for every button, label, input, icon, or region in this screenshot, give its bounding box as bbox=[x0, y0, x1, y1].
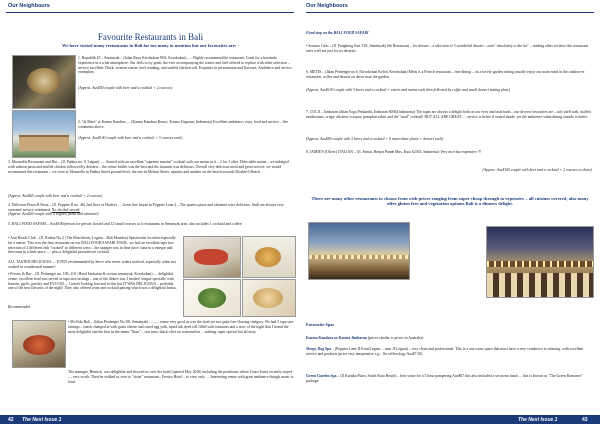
item-5c: • MoVida Bali – (Jalan Petitenget No 5B, Seminyak) .......... venue very good as was the food yet not quite free-flowing category. We had 3 tapa size tastings – snack changed at with goats cheese and cured egg yolk, squid ink dyed roll filled with tomatoes and a stew of the night that I found the most delightful and the best in the menu "Atun" – raw tuna, black olive on watermelon ... nothing super special but all tasty. bbox=[68, 320, 294, 334]
header-rule bbox=[306, 12, 594, 13]
food-photo-4 bbox=[183, 279, 241, 317]
footer-title: The Nest Issue 1 bbox=[22, 417, 62, 423]
item-1: 1. Republik 45 – Seminyak – (Jalan Raya Kerobokan 80A, Kerobokan) ..... Highly recommend the restaurant. Great for a hacienda experience in a wide atmosphere. Our feels to try great, the ever accompanying the waiter and chef offered to replace with other selection – service excellent. Duck, western starter, beef rendang, and stuffed chicken roll. Exquisite in presentation and flavours. Ambience and service exemplary. bbox=[78, 56, 292, 75]
item-4-price: (Approx. Aus$20 couple with 2 coffees, pizza and calamari) bbox=[8, 212, 99, 216]
item-5: 5. BALI FOOD SAFARI – Aus$100/person for private, hosted and 12 small courses at 4 restaurants in Seminyak area, also includes 1 cocktail and coffee: bbox=[8, 222, 243, 226]
page-number: 42 bbox=[8, 417, 14, 423]
page-header: Our Neighbours bbox=[8, 3, 50, 9]
article-subtitle: We have visited many restaurants in Bali far too many to mention but our favourites are: - bbox=[61, 43, 240, 48]
food-photo-2 bbox=[183, 236, 241, 278]
item-7: 7. CUCA – Jimbaran (Jalan Yoga Perkanthi, Jimbaran 80364 Indonesia) The tapas are always a delight both on our eyes and taste buds – our diverse favourites are – soft shell crab, stuffed mushrooms, crispy chicken, octopus, pumpkin salad, and the "mod" cocktail! BUT ALL ARE GREAT .... service is better if seated inside, yet the ambience when dining outside is better. bbox=[306, 110, 591, 119]
item-3: 3. Mozarella Restaurant and Bar – (Jl. Padma no. 9, Legian) ..... Started with an excellent "supreme martini" cocktail with our mains in it – 2 for 1 offer. Delectable mains – we indulged with salmon pasta and stuffed chicken followed by desserts – the crème brûlée was the best and the tiramisu was delicious. Overall very delicious meal and great service, we would recommend this restaurant – we were at Mozarella in Padma Street ground level, the one in Melasti Street, upstairs and another on the beach towards Double 6 Beach. bbox=[8, 160, 289, 174]
header-rule bbox=[6, 12, 294, 13]
item-8: 8. JAMIE'S (Oliver) ITALIAN – (Jl. Pantai, Benjar Pande Mas, Kuta 62361, Indonesia) Very nice but expensive !!! bbox=[306, 150, 482, 154]
right-page bbox=[300, 0, 600, 424]
spa-3: Green Garden Spa – (Jl Kartika Plaza, South Kuta Beach) – best value for a 5 hour pampering Aus$67 this also included a set menu lunch ... this is known as "The Green Romance" package. bbox=[306, 374, 583, 383]
food-photo-3 bbox=[242, 236, 296, 278]
item-3-price: (Approx. Aus$65 couple with beer and a cocktail + 2 courses) bbox=[8, 194, 103, 198]
resort-photo bbox=[12, 110, 76, 158]
footer-title: The Nest Issue 1 bbox=[518, 417, 558, 423]
item-5b-note: Recommended. bbox=[8, 305, 32, 309]
page-header: Our Neighbours bbox=[306, 3, 348, 9]
item-6-price: (Approx. Aus$130 couple with 5 beers and a cocktail + entrée and mains each then followed by coffee and small dessert tasting plate) bbox=[306, 88, 510, 92]
item-5a-note: ALL TASTED DELICIOUS .... EVEN recommended by Steve who never orders seafood, especially when not cooked in a traditional manner! bbox=[8, 260, 176, 269]
page-number: 43 bbox=[582, 417, 588, 423]
item-2: 2. "di Mare" at Karma Kandara .... (Karma Kandara Resort, Karma Ungasan, Indonesia) Excellent ambience, vista, food and service – See comments above. bbox=[78, 120, 289, 129]
item-5d: • Sotumo Gelo – (Jl. Pangkung Sari 13X, Seminyak) 6th Restaurant – for dessert – a selection of 5 wonderful dessert – each "absolutely to die for" – reading other reviews this restaurant rates well not just for its desserts. bbox=[306, 44, 588, 53]
item-5b: • Frestro & Bar – (Jl. Petitenget no. 109–110 | Hotel Jimbaran & oceans seminyak, Kerobokan) .... delightful venue, excellent food was served as tapa size tastings – one of the dishes was 3 modes! tongue specially with lemons, garlic, parsley and EVO OIL – I wasn't looking forward to this but IT WAS DELICIOUS – probably one of the best flavours of the night! They also offered wine and cocktail pairing which was a delightful bonus. bbox=[8, 272, 177, 291]
item-1-price: (Approx. Aus$50 couple with beer and a cocktail + 2 courses) bbox=[78, 86, 173, 90]
food-photo-1 bbox=[12, 55, 76, 109]
spa-heading: Favourite Spas bbox=[306, 322, 335, 327]
food-photo-6 bbox=[12, 320, 66, 368]
spa-2: Sleepy Dog Spa – (Poppies Lane II Kuta/Legian ... near JI Legian) – very clean and professional. This is a one room space that must have a very conducive to relaxing, with excellent service and products (price very inexpensive e.g.: 1hr reflexology Aus$7.50) bbox=[306, 347, 584, 356]
item-7-price: (Approx. Aus$90 couple with 3 beers and a cocktail + 6 main share plates + dessert each) bbox=[306, 137, 444, 141]
article-title: Favourite Restaurants in Bali bbox=[97, 32, 204, 42]
restaurants-note: There are many other restaurants to choose from with prices ranging from super cheap through to expensive – all cuisines covered, also many offer gluten free and vegetarian options Bali is a dinners delight. bbox=[311, 196, 589, 206]
item-8-price: (Approx. Aus$100 couple with beer and a cocktail + 2 courses to share) bbox=[482, 168, 592, 172]
safari-intro: Final stop on the BALI FOOD SAFARI bbox=[306, 31, 369, 35]
beach-dining-photo bbox=[308, 222, 410, 280]
spa-1: Karma Kandara or Karma Jimbaran (prices similar to prices in Australia) bbox=[306, 336, 424, 340]
item-5c-manager: The manager, Henrick, was delightful and showed us over the hotel (opened May 2016) including the penthouse where Grace Jones recently stayed .... very swish. Then he walked us over to "sister" restaurant– Frestro Hotel – to view only .... Interesting venue with great ambience though music is loud. bbox=[68, 370, 294, 384]
item-4: 4. Delicious Pizza & Pasta – (Jl. Poppies II no. 46) 2nd floor of Hurley) .... Great fine bayan in Poppies Lane 2 – The quattro pizza and calamari were delicious. Staff are always very customer service orientated. No alcohol served. bbox=[8, 203, 284, 212]
restaurant-night-photo bbox=[486, 226, 594, 298]
item-2-price: (Approx. Aus$100 couple with beer and a cocktail + 3 courses each) bbox=[78, 136, 183, 140]
item-6: 6. METIS – (Jalan Petitenget no.6 | Kerobokan Kelod, Kerobokan) Metis is a French restaurant – fine dining – on a lovely garden setting usually enjoy our main meal in the outdoor-er restaurant, coffee and dessert on decor near the garden. bbox=[306, 70, 585, 79]
food-photo-5 bbox=[242, 279, 296, 317]
item-5a: • Anti Beach Club – (Jl. Padma No 2 | The Beachfront, Legian – Bali Mandira) Spectacular location especially for a sunset. This was the first restaurant on our BALI FOOD SAFARI TOUR– we had an excellent tapa size selection of 2 different fish "cooked" in different ways – the snapper was in lime juice, tuna in a vinegar and then tuna in a dark sauce ..... plus a delightful passionfruit cocktail. bbox=[8, 236, 176, 255]
